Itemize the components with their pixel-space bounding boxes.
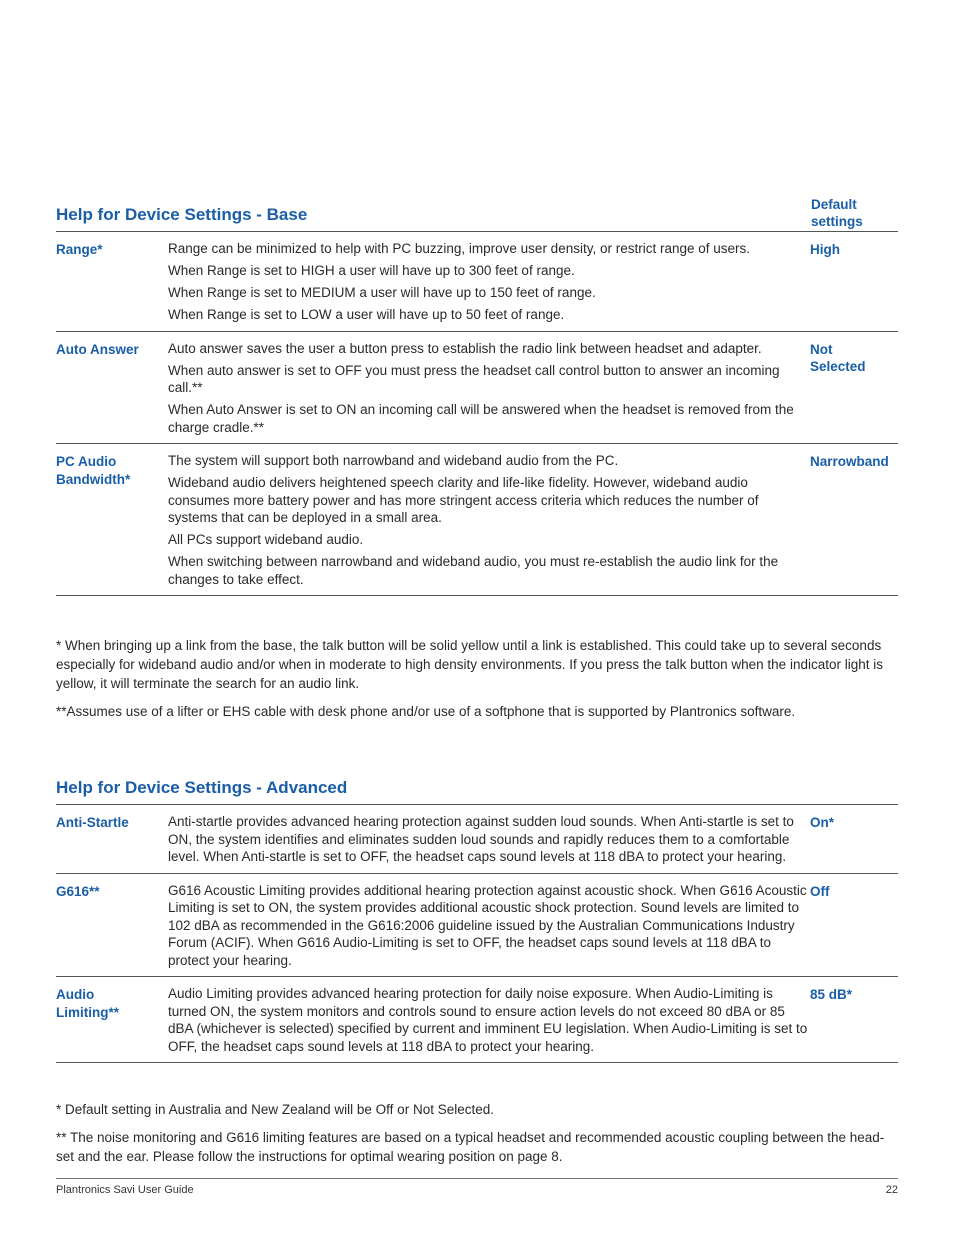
setting-row — [56, 805, 898, 874]
description-paragraph: When Range is set to LOW a user will have up to 50 feet of range. — [168, 307, 565, 322]
description-paragraph: All PCs support wideband audio. — [168, 532, 364, 547]
description-paragraph: When switching between narrowband and wideband audio, you must re-establish the audio link for the changes to take effect. — [168, 554, 779, 587]
setting-default-value — [810, 882, 898, 970]
default-value-line: High — [810, 242, 840, 257]
setting-row — [56, 874, 898, 978]
footnote: * Default setting in Australia and New Zealand will be Off or Not Selected. — [56, 1102, 494, 1117]
setting-name-line: Auto Answer — [56, 341, 139, 357]
description-paragraph: Auto answer saves the user a button press to establish the radio link between headset and adapter. — [168, 340, 762, 356]
footnote: **Assumes use of a lifter or EHS cable with desk phone and/or use of a softphone that is supported by Plantronics software. — [56, 704, 796, 719]
setting-description — [168, 882, 810, 970]
default-value-line: 85 dB* — [810, 987, 853, 1002]
default-settings-header — [811, 196, 901, 230]
default-value-line: On* — [810, 815, 835, 830]
setting-name — [56, 452, 168, 588]
default-value-line: Narrowband — [810, 454, 889, 469]
setting-description — [168, 985, 810, 1055]
footnote: ** The noise monitoring and G616 limiting features are based on a typical headset and recommended acoustic coupling between the head-set and the ear. Please follow the instructions for optimal wearing position on page 8. — [56, 1130, 885, 1164]
setting-row — [56, 977, 898, 1063]
footer-doc-title: Plantronics Savi User Guide — [56, 1184, 194, 1196]
setting-row — [56, 232, 898, 332]
description-paragraph: Range can be minimized to help with PC buzzing, improve user density, or restrict range of users. — [168, 241, 751, 256]
setting-description — [168, 813, 810, 866]
setting-default-value — [810, 452, 898, 588]
setting-name-line: Range* — [56, 242, 103, 257]
setting-name-line: Audio — [56, 987, 95, 1002]
setting-description — [168, 240, 810, 324]
setting-description — [168, 452, 810, 588]
default-value-line: Off — [810, 883, 830, 899]
setting-row — [56, 332, 898, 445]
setting-name — [56, 813, 168, 866]
setting-default-value — [810, 240, 898, 324]
setting-default-value — [810, 813, 898, 866]
setting-name — [56, 882, 168, 970]
base-section-title: Help for Device Settings - Base — [56, 205, 308, 224]
setting-name-line: PC Audio — [56, 454, 117, 469]
description-paragraph: The system will support both narrowband and wideband audio from the PC. — [168, 453, 619, 468]
setting-default-value — [810, 340, 898, 437]
advanced-section-header — [56, 770, 898, 805]
description-paragraph: When Range is set to HIGH a user will have up to 300 feet of range. — [168, 263, 575, 278]
base-section-header — [56, 190, 898, 232]
description-paragraph: Wideband audio delivers heightened speech clarity and life-like fidelity. However, wideband audio consumes more battery power and has more stringent access criteria which reduces the number of systems that can be deployed in a small area. — [168, 475, 759, 525]
setting-name — [56, 985, 168, 1055]
default-header-line: settings — [811, 214, 863, 229]
description-paragraph: When Auto Answer is set to ON an incoming call will be answered when the headset is removed from the charge cradle.** — [168, 402, 794, 435]
setting-name-line: G616** — [56, 883, 100, 899]
description-paragraph: When auto answer is set to OFF you must press the headset call control button to answer an incoming call.** — [168, 362, 780, 395]
page-number: 22 — [885, 1184, 898, 1196]
setting-name-line: Bandwidth* — [56, 472, 131, 487]
setting-row — [56, 444, 898, 596]
advanced-section-title: Help for Device Settings - Advanced — [56, 778, 348, 797]
advanced-settings-table — [56, 805, 898, 1063]
default-header-line: Default — [811, 197, 857, 212]
default-value-line: Selected — [810, 358, 866, 374]
footnote: * When bringing up a link from the base, the talk button will be solid yellow until a link is established. This could take up to several seconds especially for wideband audio and/or when in moderate to high density environments. If you press the talk button when the indicator light is yellow, it will terminate the search for an audio link. — [56, 638, 883, 691]
description-paragraph: When Range is set to MEDIUM a user will have up to 150 feet of range. — [168, 285, 596, 300]
setting-name-line: Anti-Startle — [56, 815, 129, 830]
setting-name — [56, 340, 168, 437]
setting-description — [168, 340, 810, 437]
base-footnotes — [56, 636, 898, 730]
description-paragraph: G616 Acoustic Limiting provides additional hearing protection against acoustic shock. When G616 Acoustic Limiting is set to ON, the system provides additional acoustic shock protection. Sound levels are limited to 102 dBA as recommended in the G616:2006 guideline issued by the Australian Communications Industry Forum (ACIF). When G616 Audio-Limiting is set to OFF, the headset caps sound levels at 118 dBA to protect your hearing. — [168, 882, 807, 968]
setting-name-line: Limiting** — [56, 1005, 119, 1020]
page-footer — [56, 1178, 898, 1196]
description-paragraph: Anti-startle provides advanced hearing protection against sudden loud sounds. When Anti-startle is set to ON, the system identifies and eliminates sudden loud sounds and rapidly reduces them to a comfortable level. When Anti-startle is set to OFF, the headset caps sound levels at 118 dBA to protect your hearing. — [168, 814, 794, 864]
setting-default-value — [810, 985, 898, 1055]
default-value-line: Not — [810, 341, 833, 357]
base-settings-table — [56, 232, 898, 596]
description-paragraph: Audio Limiting provides advanced hearing protection for daily noise exposure. When Audio-Limiting is turned ON, the system monitors and controls sound to ensure action levels do not exceed 80 dBA or 85 dBA (whichever is selected) specified by current and imminent EU legislation. When Audio-Limiting is set to OFF, the headset caps sound levels at 118 dBA to protect your hearing. — [168, 986, 808, 1054]
setting-name — [56, 240, 168, 324]
advanced-footnotes — [56, 1100, 898, 1175]
